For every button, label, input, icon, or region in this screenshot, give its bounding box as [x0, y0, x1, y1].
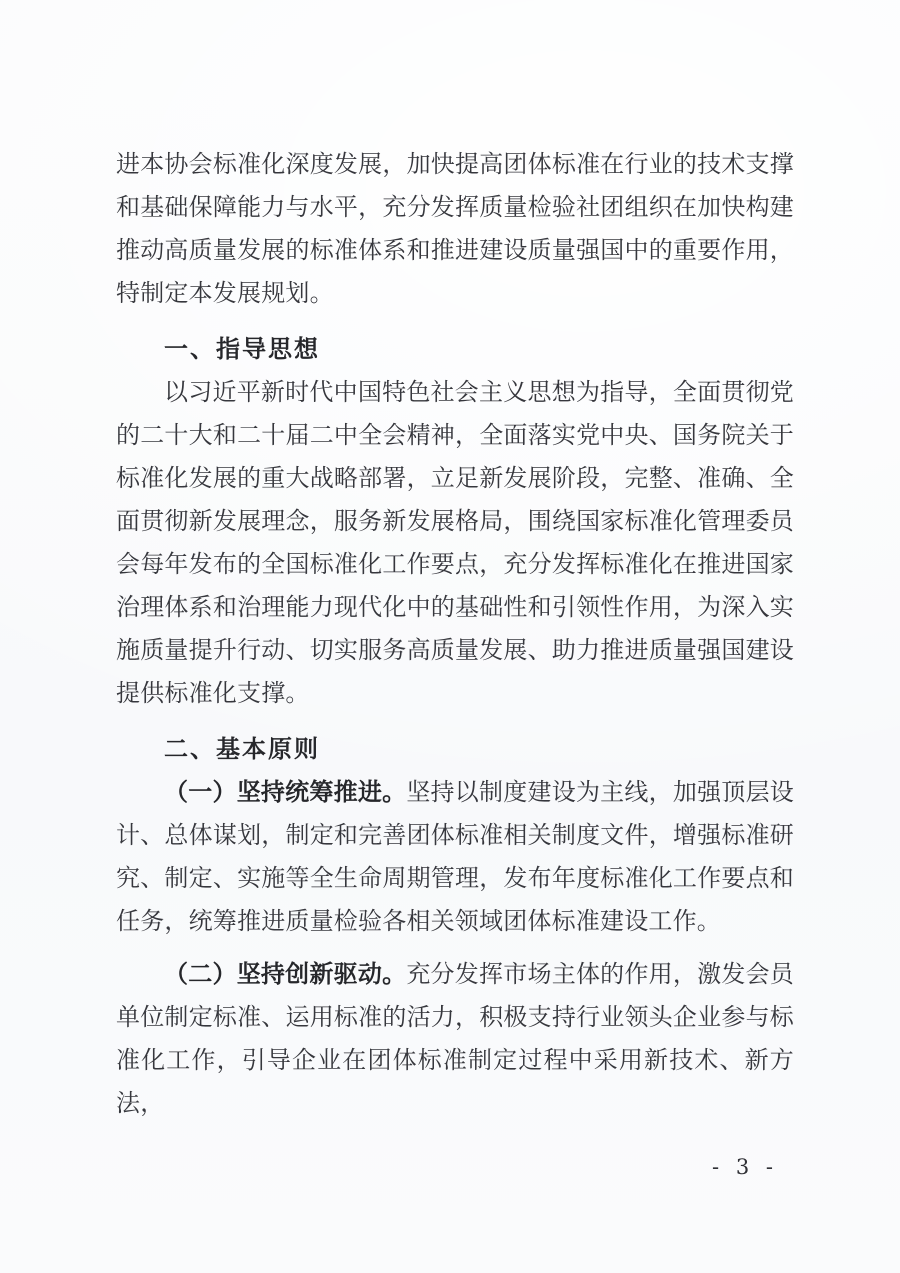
document-body [116, 143, 794, 1125]
section-heading-basic-principles: 二、基本原则 [164, 735, 320, 763]
paragraph-text: 充分发挥市场主体的作用，激发会员单位制定标准、运用标准的活力，积极支持行业领头企业参与标准化工作，引导企业在团体标准制定过程中采用新技术、新方法， [116, 960, 795, 1117]
body-paragraph-principle-1 [116, 771, 794, 943]
body-paragraph-principle-2 [116, 953, 794, 1125]
page-number: - 3 - [712, 1155, 778, 1179]
section-heading-guiding-ideology: 一、指导思想 [164, 335, 320, 363]
paragraph-text: 坚持以制度建设为主线，加强顶层设计、总体谋划，制定和完善团体标准相关制度文件，增强标准研究、制定、实施等全生命周期管理，发布年度标准化工作要点和任务，统筹推进质量检验各相关领域团体标准建设工作。 [116, 778, 795, 935]
paragraph-lead: （二）坚持创新驱动。 [164, 960, 407, 988]
paragraph-lead: （一）坚持统筹推进。 [164, 778, 407, 806]
body-paragraph-continuation: 进本协会标准化深度发展，加快提高团体标准在行业的技术支撑和基础保障能力与水平，充分发挥质量检验社团组织在加快构建推动高质量发展的标准体系和推进建设质量强国中的重要作用，特制定本发展规划。 [116, 150, 794, 307]
body-paragraph: 以习近平新时代中国特色社会主义思想为指导，全面贯彻党的二十大和二十届二中全会精神，全面落实党中央、国务院关于标准化发展的重大战略部署，立足新发展阶段，完整、准确、全面贯彻新发展理念，服务新发展格局，围绕国家标准化管理委员会每年发布的全国标准化工作要点，充分发挥标准化在推进国家治理体系和治理能力现代化中的基础性和引领性作用，为深入实施质量提升行动、切实服务高质量发展、助力推进质量强国建设提供标准化支撑。 [116, 378, 794, 707]
